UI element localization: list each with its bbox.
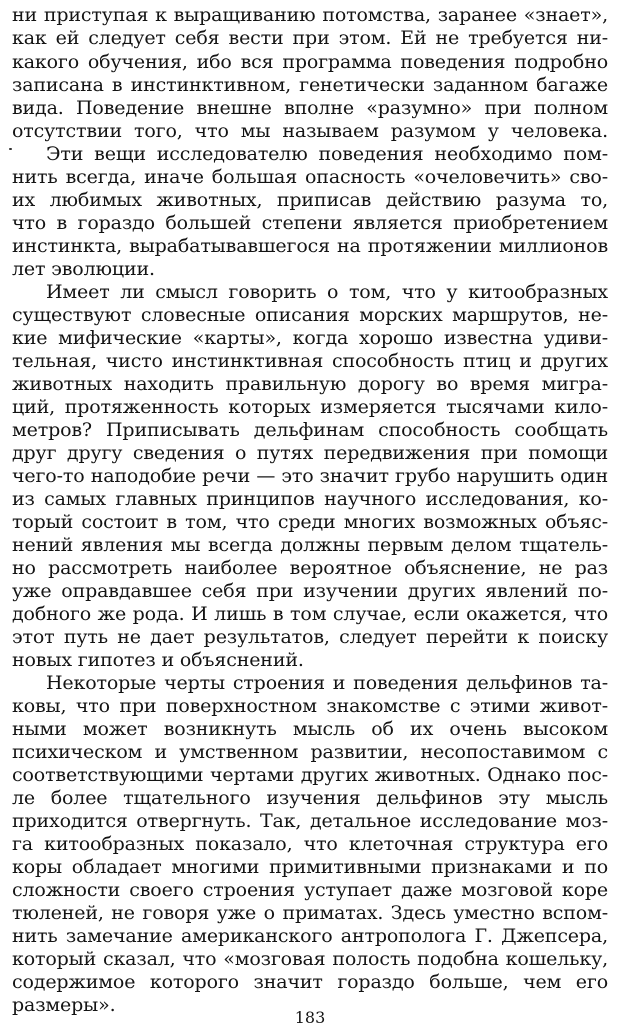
text-line: существуют словесные описания морских маршрутов, не- xyxy=(12,304,608,326)
text-line: ковы, что при поверхностном знакомстве с этими живот- xyxy=(12,695,608,717)
text-line: тюленей, не говоря уже о приматах. Здесь уместно вспом- xyxy=(12,902,608,924)
text-line: записана в инстинктивном, генетически заданном багаже xyxy=(12,74,608,96)
text-line: ными может возникнуть мысль об их очень высоком xyxy=(12,718,608,740)
text-line: как ей следует себя вести при этом. Ей не требуется ни- xyxy=(12,27,608,49)
text-line: чего-то наподобие речи — это значит грубо нарушить один xyxy=(12,465,608,487)
paragraph-last-line: лет эволюции. xyxy=(12,258,155,280)
text-line: ни приступая к выращиванию потомства, заранее «знает», xyxy=(12,4,608,26)
text-line: га китообразных показало, что клеточная структура его xyxy=(12,833,608,855)
text-line: этот путь не дает результатов, следует перейти к поиску xyxy=(12,626,608,648)
text-line: инстинкта, вырабатывавшегося на протяжении миллионов xyxy=(12,235,608,257)
text-line: нить всегда, иначе большая опасность «очеловечить» сво- xyxy=(12,166,608,188)
text-line: содержимое которого значит гораздо больше, чем его xyxy=(12,971,608,993)
text-line: какого обучения, ибо вся программа поведения подробно xyxy=(12,51,608,73)
text-line: сложности своего строения уступает даже мозговой коре xyxy=(12,879,608,901)
text-line: нений явления мы всегда должны первым делом тщатель- xyxy=(12,534,608,556)
text-line: добного же рода. И лишь в том случае, если окажется, что xyxy=(12,603,608,625)
text-line: психическом и умственном развитии, несопоставимом с xyxy=(12,741,608,763)
text-line: уже оправдавшее себя при изучении других явлений по- xyxy=(12,580,608,602)
text-line: их любимых животных, приписав действию разума то, xyxy=(12,189,608,211)
text-line: соответствующими чертами других животных. Однако пос- xyxy=(12,764,608,786)
text-line: коры обладает многими примитивными признаками и по xyxy=(12,856,608,878)
text-line: отсутствии того, что мы называем разумом у человека. xyxy=(12,120,608,142)
text-line: кие мифические «карты», когда хорошо известна удиви- xyxy=(12,327,608,349)
page-number: 183 xyxy=(294,1008,326,1027)
text-line: ций, протяженность которых измеряется тысячами кило- xyxy=(12,396,608,418)
text-line: ле более тщательного изучения дельфинов эту мысль xyxy=(12,787,608,809)
text-line: нить замечание американского антрополога Г. Джепсера, xyxy=(12,925,608,947)
text-line: тельная, чисто инстинктивная способность птиц и других xyxy=(12,350,608,372)
text-line: друг другу сведения о путях передвижения при помощи xyxy=(12,442,608,464)
text-line: из самых главных принципов научного исследования, ко- xyxy=(12,488,608,510)
text-line: но рассмотреть наиболее вероятное объяснение, не раз xyxy=(12,557,608,579)
paragraph-first-line: Эти вещи исследователю поведения необходимо пом- xyxy=(46,143,608,165)
text-line: приходится отвергнуть. Так, детальное исследование моз- xyxy=(12,810,608,832)
paragraph-last-line: размеры». xyxy=(12,994,116,1016)
text-line: вида. Поведение внешне вполне «разумно» при полном xyxy=(12,97,608,119)
text-line: торый состоит в том, что среди многих возможных объяс- xyxy=(12,511,608,533)
paragraph-first-line: Имеет ли смысл говорить о том, что у китообразных xyxy=(46,281,608,303)
text-line: животных находить правильную дорогу во время мигра- xyxy=(12,373,608,395)
paragraph-first-line: Некоторые черты строения и поведения дельфинов та- xyxy=(46,672,608,694)
text-line: метров? Приписывать дельфинам способность сообщать xyxy=(12,419,608,441)
paragraph-last-line: новых гипотез и объяснений. xyxy=(12,649,304,671)
text-line: что в гораздо большей степени является приобретением xyxy=(12,212,608,234)
text-line: который сказал, что «мозговая полость подобна кошельку, xyxy=(12,948,608,970)
